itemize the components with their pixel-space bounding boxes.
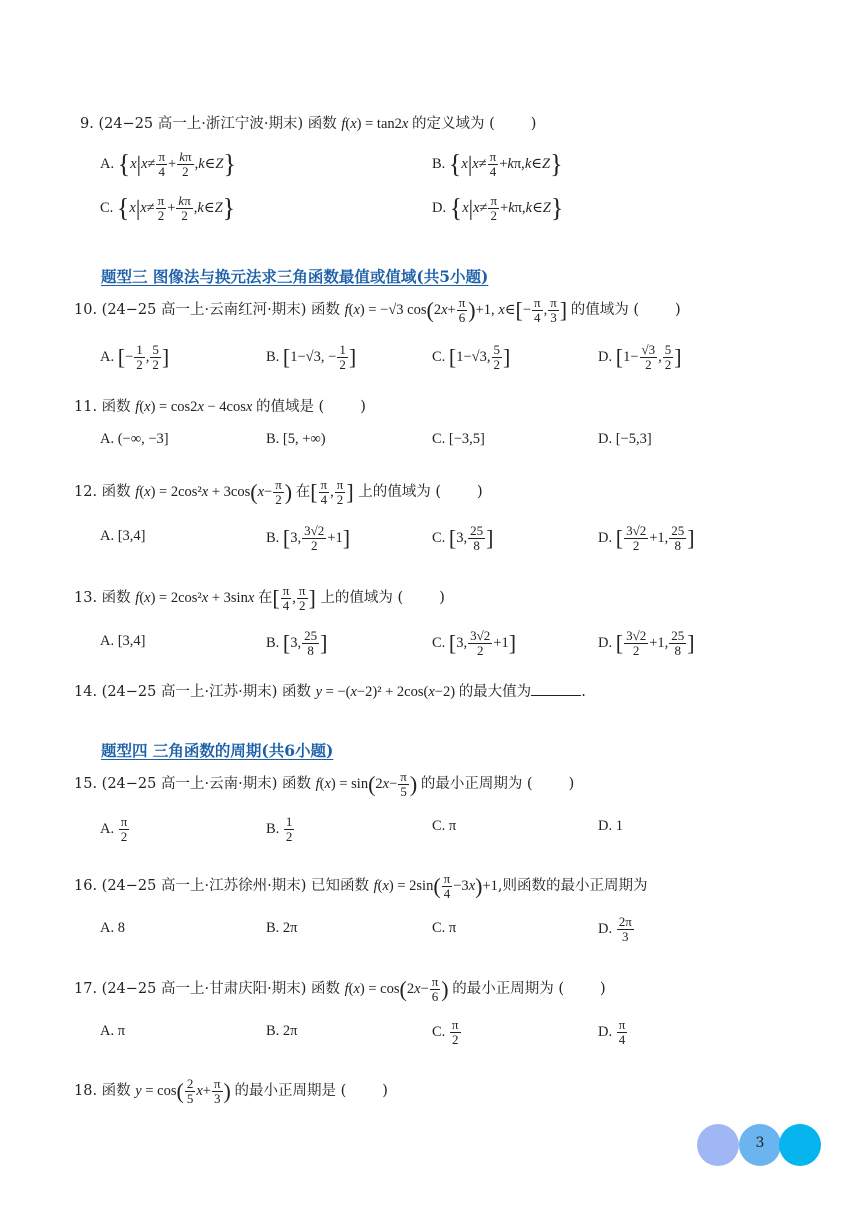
question-12: 12. 函数 f(x) = 2cos²x + 3cos(x− $\frac{\pi}{2}$ ) 在[ $\frac{\pi}{4}$ , $\frac{\pi}{2}$ ] 上的值域为 ( )	[74, 477, 483, 507]
option-15d: D. 1	[598, 818, 623, 834]
section-heading-3: 题型三 图像法与换元法求三角函数最值或值域(共5小题)	[101, 267, 489, 286]
option-9d: D. {x|x≠ $\frac{\pi}{2}$ +kπ,k∈Z}	[432, 193, 564, 223]
option-16c: C. π	[432, 920, 457, 936]
question-18: 18. 函数 y = cos( $\frac{2}{5}$ x+ $\frac{\pi}{3}$ ) 的最小正周期是 ( )	[74, 1076, 388, 1106]
option-10a: A. [− $\frac{1}{2}$ , $\frac{5}{2}$ ]	[100, 342, 170, 372]
option-17a: A. π	[100, 1023, 126, 1039]
option-12b: B. [3, $\frac{3√2}{2}$ +1]	[266, 523, 351, 553]
option-9b: B. {x|x≠ $\frac{\pi}{4}$ +kπ,k∈Z}	[432, 149, 563, 179]
option-13c: C. [3, $\frac{3√2}{2}$ +1]	[432, 628, 517, 658]
option-11d: D. [−5,3]	[598, 431, 652, 447]
option-9c: C. {x|x≠ $\frac{\pi}{2}$ + $\frac{k\pi}{2}$ ,k∈Z}	[100, 193, 236, 223]
option-10c: C. [1−√3, $\frac{5}{2}$ ]	[432, 342, 511, 372]
question-11: 11. 函数 f(x) = cos2x − 4cosx 的值域是 ( )	[74, 399, 366, 415]
page-decor-circle-left	[697, 1124, 739, 1166]
question-9: 9. (24−25 高一上·浙江宁波·期末) 函数 f(x) = tan2x 的定义域为 ( )	[80, 116, 537, 132]
answer-blank[interactable]	[531, 681, 581, 696]
option-11b: B. [5, +∞)	[266, 431, 326, 447]
option-15b: B. $\frac{1}{2}$	[266, 814, 293, 844]
page-number: 3	[755, 1135, 765, 1151]
option-9a: A. {x|x≠ $\frac{\pi}{4}$ + $\frac{k\pi}{2}$ ,k∈Z}	[100, 149, 236, 179]
option-11c: C. [−3,5]	[432, 431, 485, 447]
question-9-stem-end: 的定义域为 (	[411, 116, 495, 132]
question-17: 17. (24−25 高一上·甘肃庆阳·期末) 函数 f(x) = cos(2x− $\frac{\pi}{6}$ ) 的最小正周期为 ( )	[74, 974, 606, 1004]
option-12c: C. [3, $\frac{25}{8}$ ]	[432, 523, 494, 553]
option-13a: A. [3,4]	[100, 633, 146, 649]
option-17b: B. 2π	[266, 1023, 298, 1039]
option-16b: B. 2π	[266, 920, 298, 936]
option-13b: B. [3, $\frac{25}{8}$ ]	[266, 628, 328, 658]
question-9-stem: 9. (24−25 高一上·浙江宁波·期末) 函数	[80, 116, 337, 132]
option-17c: C. $\frac{\pi}{2}$	[432, 1017, 459, 1047]
option-10b: B. [1−√3, − $\frac{1}{2}$ ]	[266, 342, 357, 372]
question-16: 16. (24−25 高一上·江苏徐州·期末) 已知函数 f(x) = 2sin( $\frac{\pi}{4}$ −3x)+1,则函数的最小正周期为	[74, 871, 648, 901]
option-16a: A. 8	[100, 920, 125, 936]
option-12d: D. [ $\frac{3√2}{2}$ +1, $\frac{25}{8}$ ]	[598, 523, 695, 553]
page-decor-circle-right	[779, 1124, 821, 1166]
option-11a: A. (−∞, −3]	[100, 431, 169, 447]
option-15c: C. π	[432, 818, 457, 834]
question-14: 14. (24−25 高一上·江苏·期末) 函数 y = −(x−2)² + 2cos(x−2) 的最大值为 .	[74, 681, 586, 703]
question-10: 10. (24−25 高一上·云南红河·期末) 函数 f(x) = −√3 cos(2x+ $\frac{\pi}{6}$ )+1, x∈[− $\frac{\pi}{4}$ , $\frac{\pi}{3}$ ] 的值域为 ( )	[74, 295, 681, 325]
option-13d: D. [ $\frac{3√2}{2}$ +1, $\frac{25}{8}$ ]	[598, 628, 695, 658]
option-15a: A. $\frac{\pi}{2}$	[100, 814, 128, 844]
option-10d: D. [1− $\frac{√3}{2}$ , $\frac{5}{2}$ ]	[598, 342, 682, 372]
option-16d: D. $\frac{2\pi}{3}$	[598, 914, 632, 944]
question-15: 15. (24−25 高一上·云南·期末) 函数 f(x) = sin(2x− $\frac{\pi}{5}$ ) 的最小正周期为 ( )	[74, 769, 575, 799]
option-12a: A. [3,4]	[100, 528, 146, 544]
option-17d: D. $\frac{\pi}{4}$	[598, 1017, 626, 1047]
question-13: 13. 函数 f(x) = 2cos²x + 3sinx 在[ $\frac{\pi}{4}$ , $\frac{\pi}{2}$ ] 上的值域为 ( )	[74, 583, 445, 613]
section-heading-4: 题型四 三角函数的周期(共6小题)	[101, 741, 334, 760]
